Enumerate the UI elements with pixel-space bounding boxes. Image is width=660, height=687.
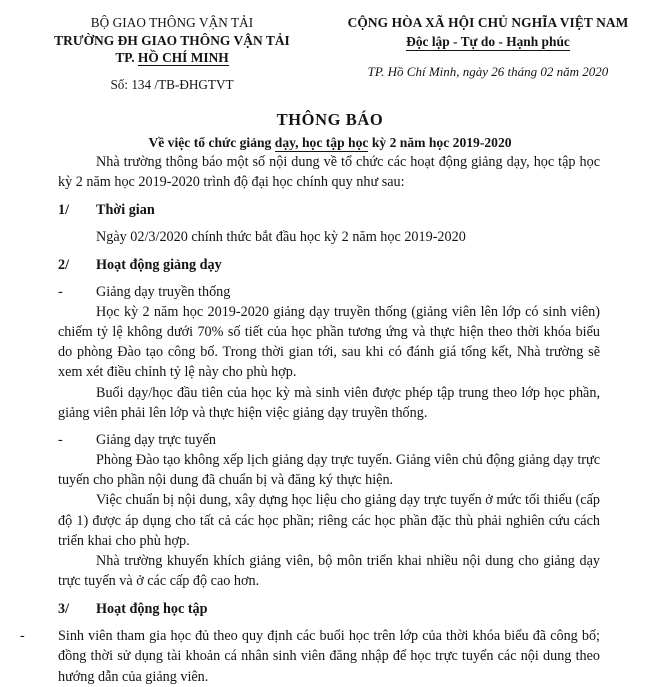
bullet-dash: -	[20, 628, 25, 645]
national-motto-line	[334, 33, 642, 51]
section-2-bullet-2	[58, 430, 642, 450]
section-2-paragraph-3: Phòng Đào tạo không xếp lịch giảng dạy trực tuyến. Giảng viên chủ động giảng dạy trực tuyến cho phần nội dung đã chuẩn bị và đăng ký thực hiện.	[58, 452, 600, 489]
document-header	[0, 0, 660, 94]
section-number-1: 1/	[58, 202, 70, 219]
section-number-3: 3/	[58, 601, 70, 618]
intro-paragraph: Nhà trường thông báo một số nội dung về tổ chức các hoạt động giảng dạy, học tập học kỳ 2 năm học 2019-2020 trình độ đại học chính quy như sau:	[58, 154, 600, 191]
place-and-date: TP. Hồ Chí Minh, ngày 26 tháng 02 năm 2020	[367, 63, 609, 79]
bullet-text: Sinh viên tham gia học đủ theo quy định các buổi học trên lớp của thời khóa biểu đã công bố; đồng thời sử dụng tài khoản cá nhân sinh viên đăng nhập để học trực tuyến các nội dung theo hướng dẫn của giảng viên.	[58, 628, 600, 685]
bullet-text: Giảng dạy trực tuyến	[96, 431, 216, 448]
university-name: TRƯỜNG ĐH GIAO THÔNG VẬN TẢI	[54, 32, 290, 48]
section-number-2: 2/	[58, 256, 70, 273]
document-number: Số: 134 /TB-ĐHGTVT	[110, 77, 234, 93]
bullet-dash: -	[58, 431, 63, 448]
section-heading-1	[58, 200, 642, 220]
national-heading-block	[330, 14, 642, 80]
university-city-line	[18, 49, 326, 67]
document-subtitle-part-3: kỳ 2 năm học 2019-2020	[368, 135, 512, 151]
document-subtitle-part-1: Về việc tổ chức giảng	[148, 135, 275, 151]
document-body	[0, 152, 660, 687]
university-city-prefix: TP.	[115, 50, 138, 66]
section-2-paragraph-2: Buổi dạy/học đầu tiên của học kỳ mà sinh viên được phép tập trung theo lớp học phần, giảng viên phải lên lớp và thực hiện việc giảng dạy truyền thống.	[58, 384, 600, 421]
section-3-bullet-1	[20, 626, 642, 686]
title-block	[0, 110, 660, 152]
national-motto: Độc lập - Tự do - Hạnh phúc	[406, 33, 570, 49]
section-label-2: Hoạt động giảng dạy	[96, 256, 222, 273]
document-subtitle-part-2: dạy, học tập học	[274, 135, 369, 151]
issuing-authority-block	[18, 14, 330, 94]
section-1-paragraph: Ngày 02/3/2020 chính thức bắt đầu học kỳ 2 năm học 2019-2020	[96, 228, 466, 245]
section-2-paragraph-1: Học kỳ 2 năm học 2019-2020 giảng dạy truyền thống (giảng viên lên lớp có sinh viên) chiếm tỷ lệ không dưới 70% số tiết của học phần tương ứng và thực hiện theo thời khóa biểu do phòng Đào tạo công bố. Trong thời gian tới, sau khi có đánh giá tổng kết, Nhà trường sẽ xem xét điều chỉnh tỷ lệ này cho phù hợp.	[58, 303, 600, 381]
bullet-text: Giảng dạy truyền thống	[96, 283, 231, 300]
section-2-paragraph-5: Nhà trường khuyến khích giảng viên, bộ môn triển khai nhiều nội dung cho giảng dạy trực tuyến và ở các cấp độ cao hơn.	[58, 552, 600, 590]
ministry-name: BỘ GIAO THÔNG VẬN TẢI	[90, 15, 254, 30]
section-heading-3	[58, 599, 642, 619]
section-2-paragraph-4: Việc chuẩn bị nội dung, xây dựng học liệu cho giảng dạy trực tuyến ở mức tối thiểu (cấp độ 1) được áp dụng cho tất cả các học phần; riêng các học phần đặc thù phải nghiên cứu cách triển khai cho phù hợp.	[58, 492, 600, 549]
section-label-1: Thời gian	[96, 202, 155, 219]
document-title: THÔNG BÁO	[276, 109, 384, 129]
bullet-dash: -	[58, 283, 63, 300]
section-2-bullet-1	[58, 282, 642, 302]
document-subtitle	[0, 134, 660, 152]
national-title: CỘNG HÒA XÃ HỘI CHỦ NGHĨA VIỆT NAM	[347, 15, 629, 30]
section-heading-2	[58, 255, 642, 275]
section-label-3: Hoạt động học tập	[96, 601, 208, 618]
university-city: HỒ CHÍ MINH	[137, 50, 229, 66]
